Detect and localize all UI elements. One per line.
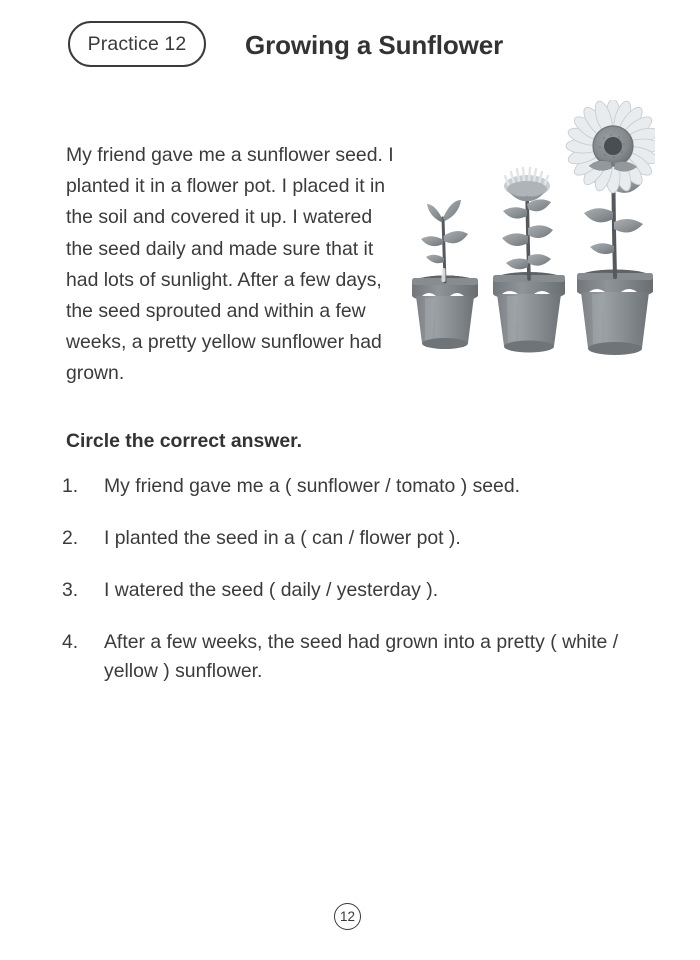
sunflower-growth-illustration: [405, 100, 655, 372]
pot-seedling: [412, 276, 478, 350]
plant-seedling: [421, 200, 468, 282]
page-title: Growing a Sunflower: [245, 30, 504, 60]
question-item[interactable]: [62, 576, 622, 605]
plant-budding: [502, 168, 553, 279]
page-number-badge: [334, 903, 361, 930]
passage-text: My friend gave me a sunflower seed. I planted it in a flower pot. I placed it in the soil and covered it up. I watered the seed daily and made sure that it had lots of sunlight. After a few days, the seed sprouted and within a few weeks, a pretty yellow sunflower had grown.: [66, 144, 394, 385]
question-number: 3.: [62, 579, 79, 601]
plant-sunflower: [566, 100, 655, 277]
question-text[interactable]: I planted the seed in a ( can / flower pot ).: [104, 527, 461, 549]
question-text[interactable]: My friend gave me a ( sunflower / tomato ) seed.: [104, 475, 520, 497]
practice-badge: [68, 21, 206, 67]
question-number: 1.: [62, 475, 79, 497]
sunflower-head: [566, 100, 655, 193]
practice-badge-label: Practice 12: [87, 32, 187, 55]
page-header: [0, 0, 700, 95]
questions-list: [62, 472, 622, 709]
instruction-text: Circle the correct answer.: [66, 430, 303, 452]
question-item[interactable]: [62, 472, 622, 501]
pot-budding: [493, 272, 565, 353]
page-number-label: 12: [339, 909, 356, 924]
pot-blooming: [577, 270, 653, 356]
question-number: 2.: [62, 527, 79, 549]
question-item[interactable]: [62, 524, 622, 553]
question-item[interactable]: [62, 628, 622, 686]
question-number: 4.: [62, 631, 79, 653]
question-text[interactable]: I watered the seed ( daily / yesterday ).: [104, 579, 439, 601]
question-text[interactable]: After a few weeks, the seed had grown into a pretty ( white / yellow ) sunflower.: [104, 631, 619, 682]
flower-bud: [504, 168, 550, 201]
